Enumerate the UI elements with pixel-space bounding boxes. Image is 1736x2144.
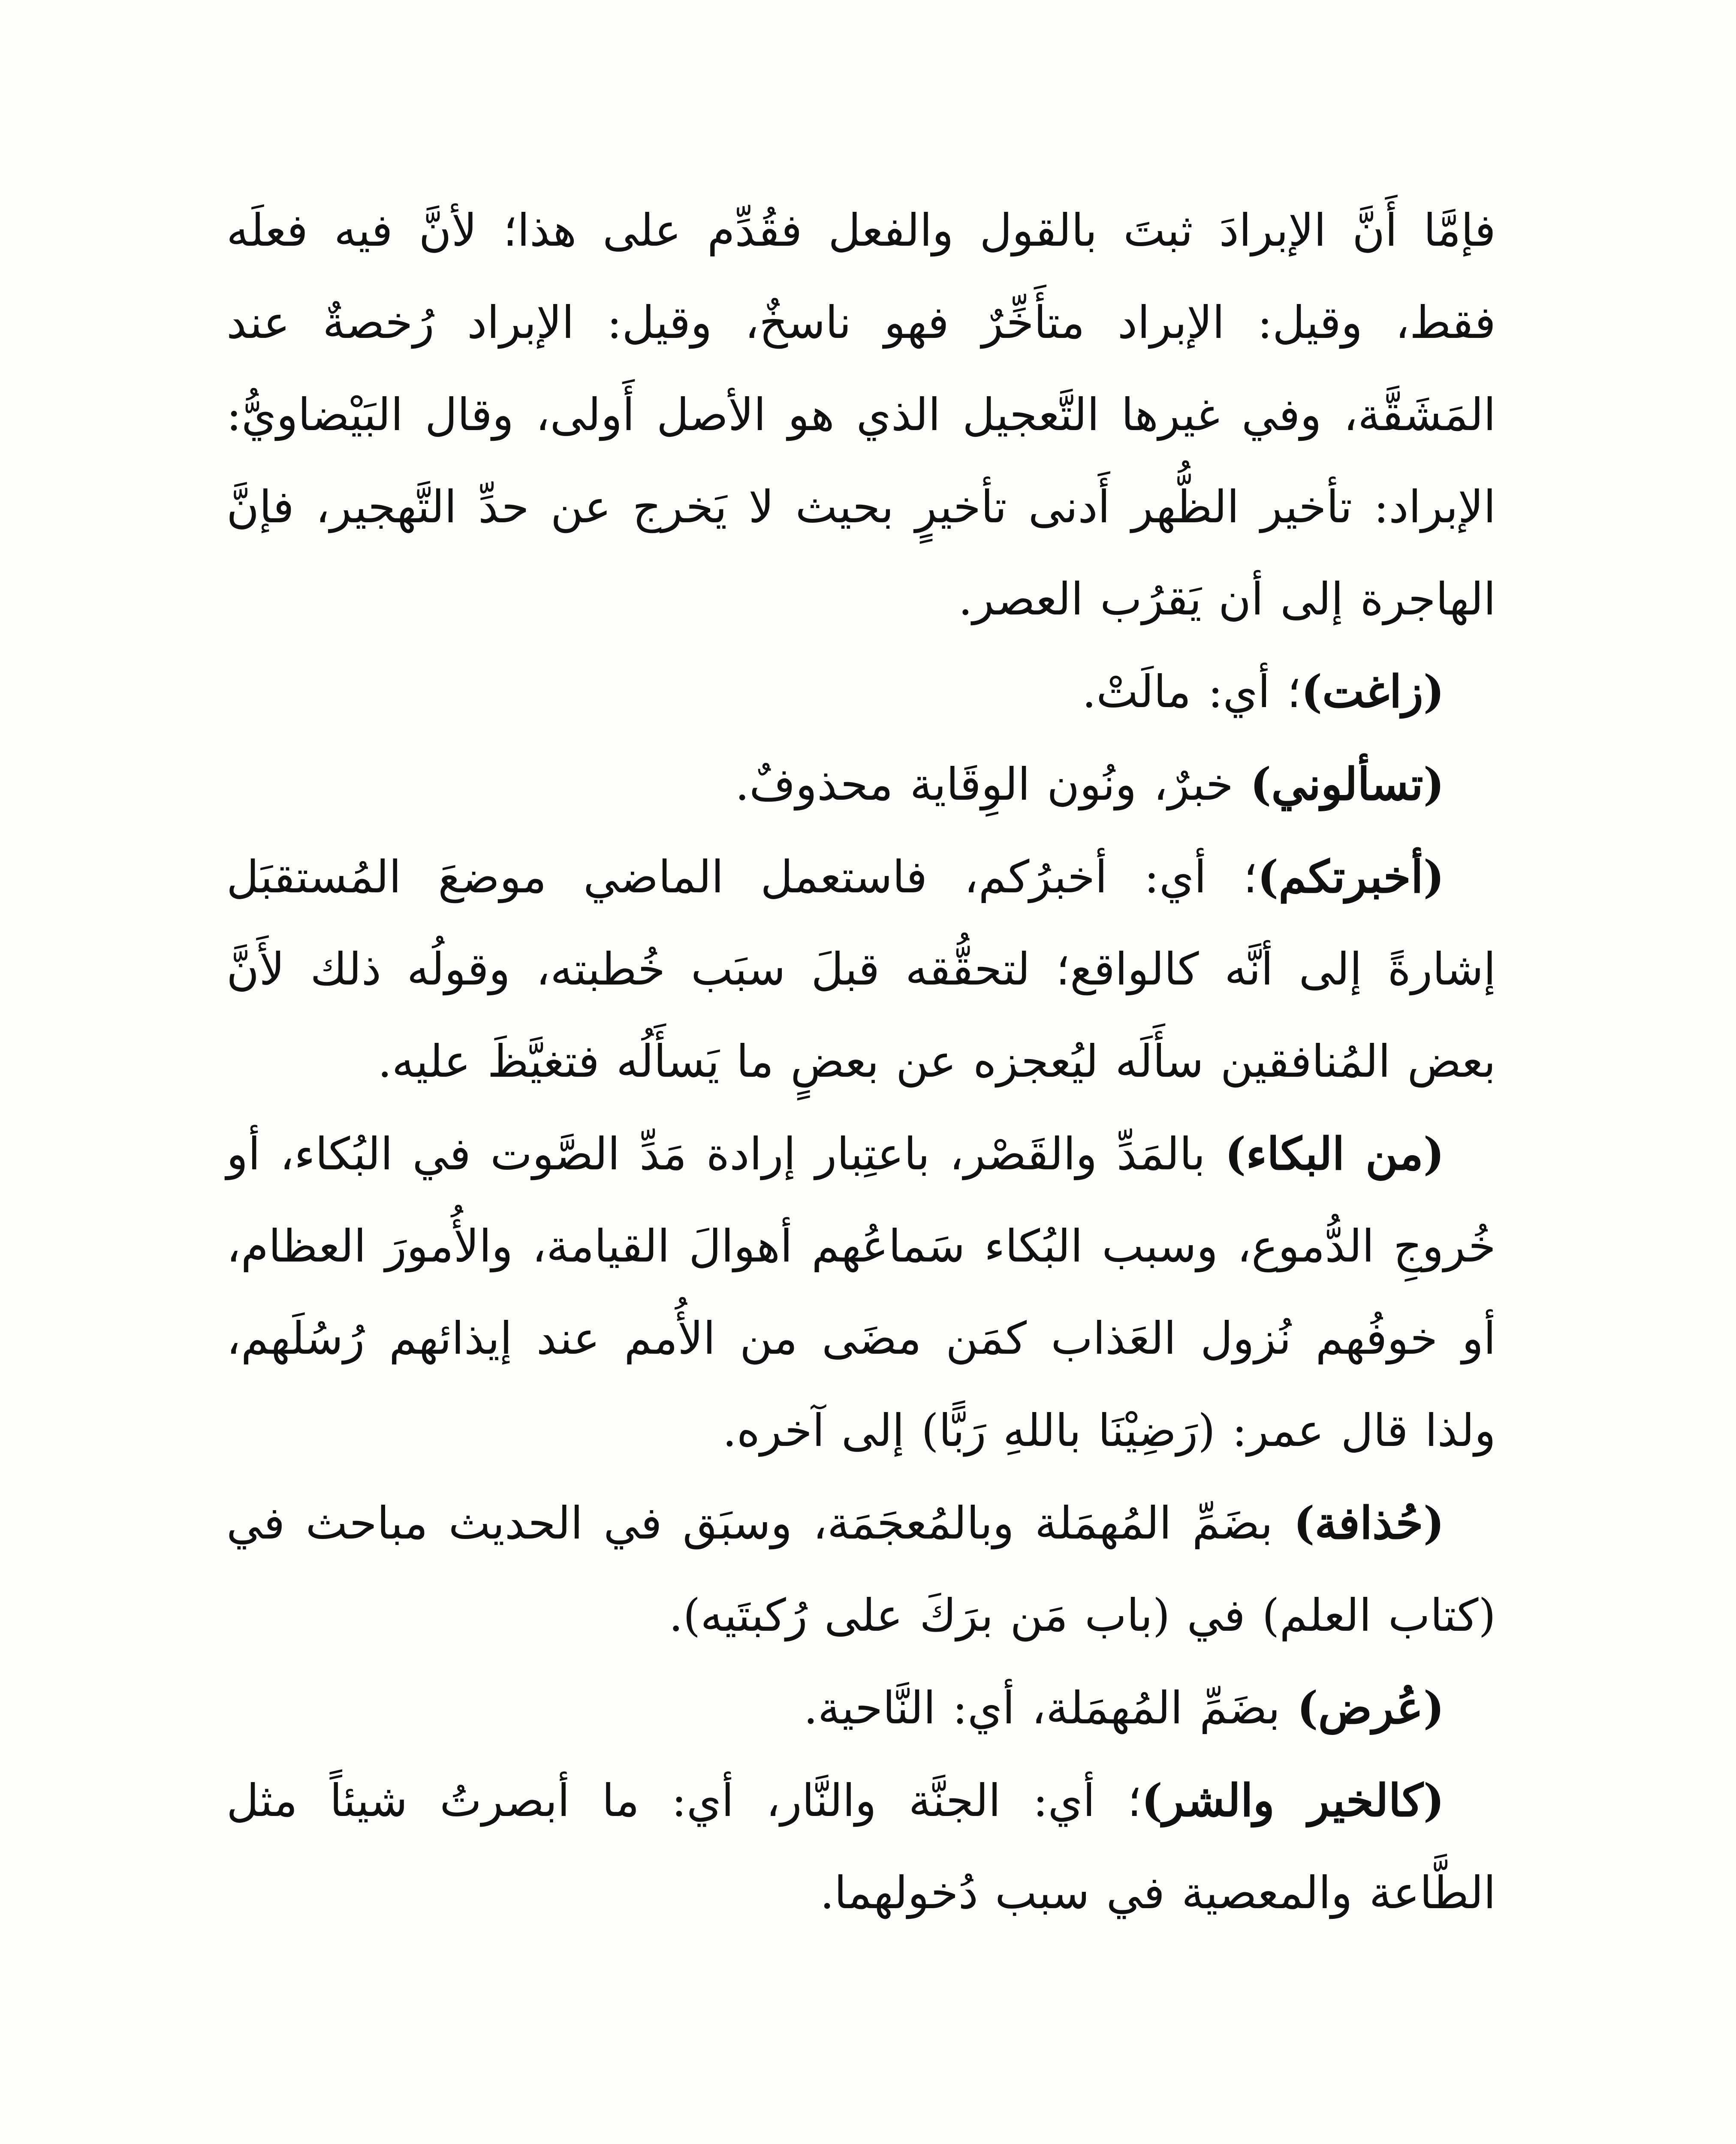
lemma-term: (حُذافة) — [1293, 1497, 1444, 1549]
paragraph-min-albuka — [226, 1108, 1496, 1477]
paragraph-urd — [226, 1662, 1496, 1754]
paragraph-ibrad — [226, 184, 1496, 645]
paragraph-akhbartukum — [226, 831, 1496, 1108]
paragraph-hudhafa — [226, 1477, 1496, 1662]
lemma-term: (من البكاء) — [1225, 1127, 1445, 1180]
paragraph-text: بالمَدِّ والقَصْر، باعتِبار إرادة مَدِّ الصَّوت في البُكاء، أو خُروجِ الدُّموع، وسبب البُكاء سَماعُهم أهوالَ القيامة، والأُمورَ العظام، أو خوفُهم نُزول العَذاب كمَن مضَى من الأُمم عند إيذائهم رُسُلَهم، ولذا قال عمر: (رَضِيْنَا باللهِ رَبًّا) إلى آخره. — [226, 1128, 1496, 1457]
paragraph-text: ؛ أي: الجنَّة والنَّار، أي: ما أبصرتُ شيئاً مثل الطَّاعة والمعصية في سبب دُخولهما. — [226, 1774, 1496, 1919]
paragraph-text: بضَمِّ المُهمَلة، أي: النَّاحية. — [803, 1682, 1297, 1734]
paragraph-zaghat — [226, 645, 1496, 738]
paragraph-text: فإمَّا أَنَّ الإبرادَ ثبتَ بالقول والفعل فقُدِّم على هذا؛ لأنَّ فيه فعلَه فقط، وقيل: الإبراد متأَخِّرٌ فهو ناسخٌ، وقيل: الإبراد رُخصةٌ عند المَشَقَّة، وفي غيرها التَّعجيل الذي هو الأصل أَولى، وقال البَيْضاويُّ: الإبراد: تأخير الظُّهر أَدنى تأخيرٍ بحيث لا يَخرج عن حدِّ التَّهجير، فإنَّ الهاجرة إلى أن يَقرُب العصر. — [226, 204, 1496, 625]
lemma-term: (زاغت) — [1301, 665, 1444, 718]
paragraph-khayr-sharr — [226, 1754, 1496, 1939]
paragraph-tasaluni — [226, 738, 1496, 831]
paragraph-text: ؛ أي: أخبرُكم، فاستعمل الماضي موضعَ المُستقبَل إشارةً إلى أنَّه كالواقع؛ لتحقُّقه قبلَ سبَب خُطبته، وقولُه ذلك لأَنَّ بعض المُنافقين سأَلَه ليُعجزه عن بعضٍ ما يَسأَلُه فتغيَّظَ عليه. — [226, 851, 1496, 1087]
lemma-term: (تسألوني) — [1250, 758, 1444, 810]
lemma-term: (كالخير والشر) — [1141, 1774, 1444, 1827]
lemma-term: (أخبرتكم) — [1257, 850, 1444, 903]
paragraph-text: خبرٌ، ونُون الوِقَاية محذوفٌ. — [735, 758, 1251, 810]
commentary-text — [226, 184, 1496, 1939]
lemma-term: (عُرض) — [1297, 1681, 1444, 1734]
paragraph-text: ؛ أي: مالَتْ. — [1082, 665, 1301, 718]
paragraph-text: بضَمِّ المُهمَلة وبالمُعجَمَة، وسبَق في الحديث مباحث في (كتاب العلم) في (باب مَن برَكَ على رُكبتَيه). — [226, 1497, 1496, 1641]
